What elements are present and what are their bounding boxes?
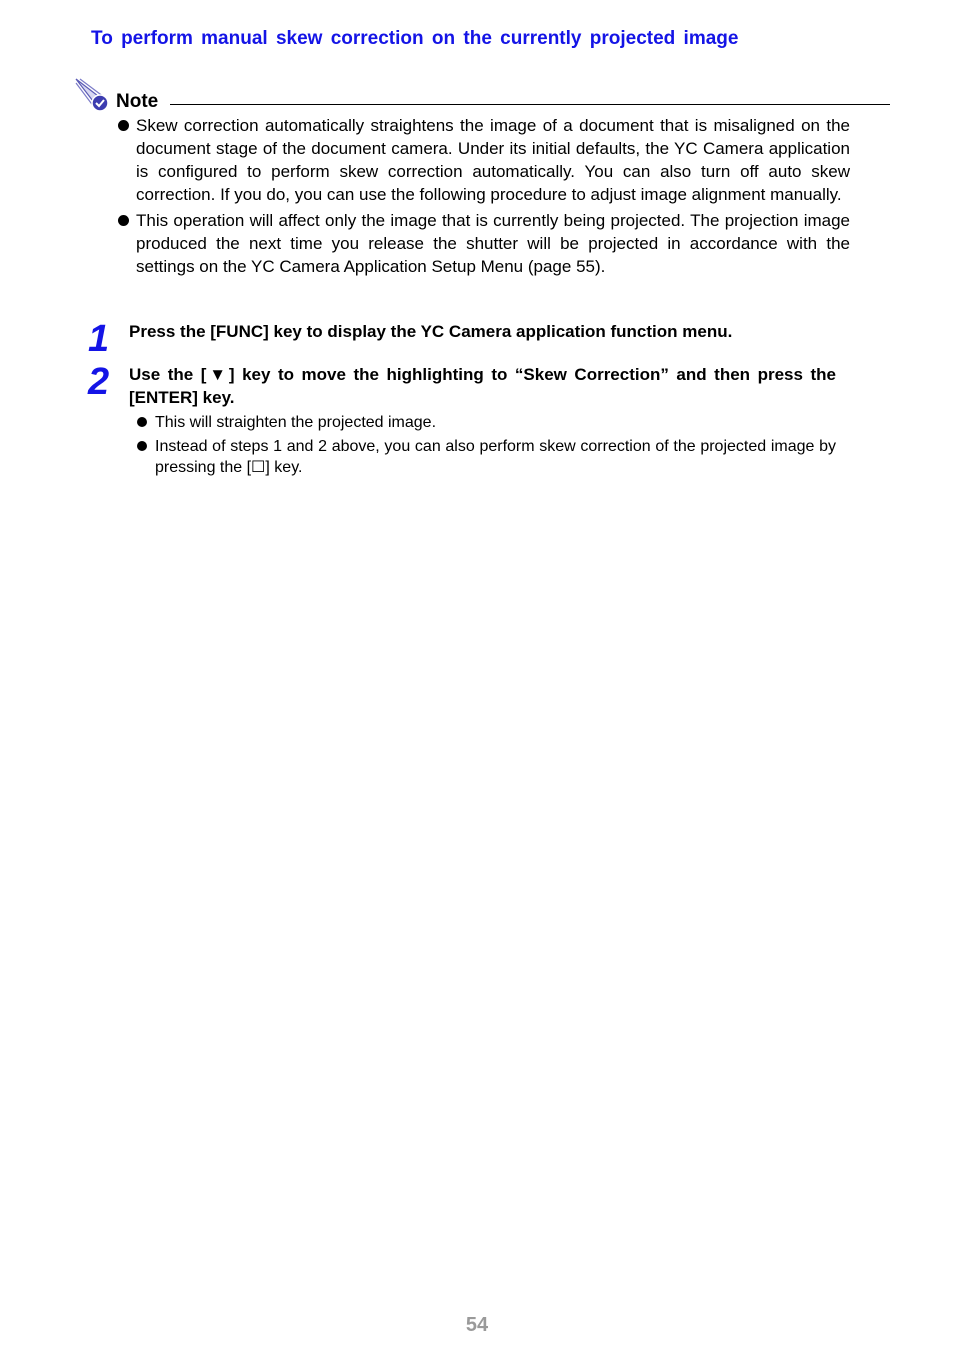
step-text: Use the [▼] key to move the highlighting to “Skew Correction” and then press the [ENTER] key. xyxy=(129,365,836,407)
bullet-icon xyxy=(118,120,129,131)
note-list xyxy=(116,114,850,281)
bullet-icon xyxy=(137,417,147,427)
note-label: Note xyxy=(116,91,159,112)
step-number: 1 xyxy=(88,318,110,360)
sub-list-item xyxy=(136,412,836,433)
note-item xyxy=(116,114,850,206)
page-number: 54 xyxy=(465,1314,489,1336)
step-2-sub-list xyxy=(136,412,836,481)
note-divider xyxy=(170,104,890,105)
note-item xyxy=(116,209,850,278)
pencil-note-icon xyxy=(72,75,112,115)
bullet-icon xyxy=(118,215,129,226)
note-item-text: This operation will affect only the image that is currently being projected. The projection image produced the next time you release the shutter will be projected in accordance with the settings on the YC Camera Application Setup Menu (page 55). xyxy=(136,211,850,276)
bullet-icon xyxy=(137,441,147,451)
sub-list-item xyxy=(136,436,836,478)
step-number: 2 xyxy=(88,361,110,403)
sub-list-item-text: Instead of steps 1 and 2 above, you can also perform skew correction of the projected image by pressing the [☐] key. xyxy=(155,438,836,476)
section-heading: To perform manual skew correction on the currently projected image xyxy=(91,28,739,49)
sub-list-item-text: This will straighten the projected image. xyxy=(155,414,437,431)
step-text: Press the [FUNC] key to display the YC Camera application function menu. xyxy=(129,322,733,341)
note-header xyxy=(72,75,890,115)
note-item-text: Skew correction automatically straightens the image of a document that is misaligned on the document stage of the document camera. Under its initial defaults, the YC Camera application is configured to perform skew correction automatically. You can also turn off auto skew correction. If you do, you can use the following procedure to adjust image alignment manually. xyxy=(136,116,850,204)
